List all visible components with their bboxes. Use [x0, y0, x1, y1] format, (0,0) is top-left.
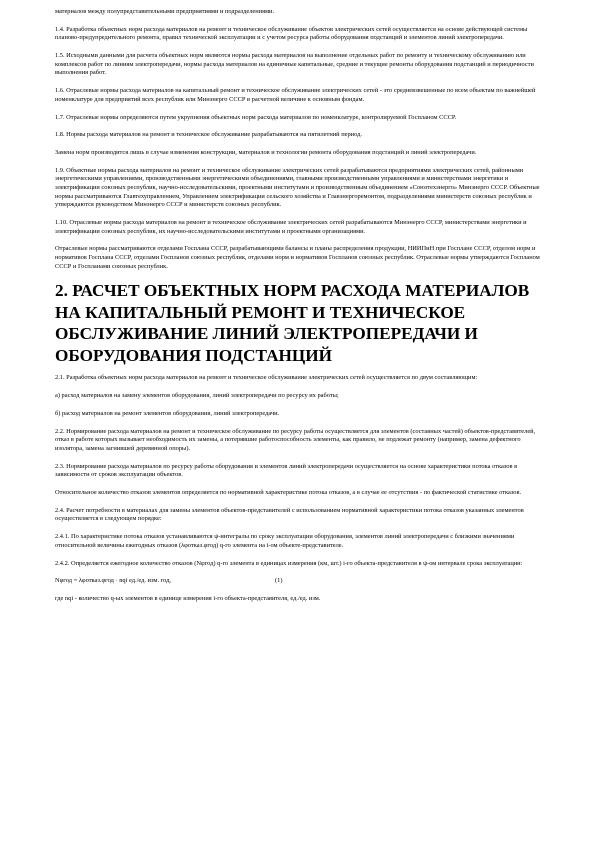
paragraph-1-5: 1.5. Исходными данными для расчета объектных норм являются нормы расхода материалов на выполнение отдельных работ по ремонту и техническому обслуживанию или комплексов работ по линиям электропередачи, нормы расхода материалов на единичные капитальные, средние и текущие ремонты оборудования подстанций и периодичности выполнения работ. — [55, 52, 534, 77]
paragraph-item-b: б) расход материалов на ремонт элементов оборудования, линий электропередачи. — [55, 409, 280, 417]
paragraph-2-3: 2.3. Нормирование расхода материалов по ресурсу работы оборудования и элементов линий электропередачи осуществляется на основе характеристики потока отказов в зависимости от сроков эксплуатации объектов. — [55, 462, 518, 479]
paragraph-failure-count: Относительное количество отказов элементов определяется по нормативной характеристике потока отказов, а в случае ее отсутствия - по фактической статистике отказов. — [55, 489, 522, 497]
paragraph-continuation: материалов между полупредставительными предприятиями и подразделениями. — [55, 8, 275, 15]
paragraph-1-10: 1.10. Отраслевые нормы расхода материалов на ремонт и техническое обслуживание электрических сетей разрабатываются Минэнерго СССР, министерствами энергетики и электрификации союзных республик, их научно-исследовательскими институтами и проектными организациями. — [55, 219, 527, 235]
paragraph-1-4: 1.4. Разработка объектных норм расхода материалов на ремонт и техническое обслуживание объектов электрических сетей осуществляется на основе действующей системы планово-предупредительного ремонта, правил технической эксплуатации и с учетом ресурса работы оборудования подстанций и элементов линий электропередачи. — [55, 25, 528, 42]
paragraph-norm-replacement: Замена норм производится лишь в случае изменения конструкции, материалов и технологии ремонта оборудования подстанций и линий электропередачи. — [55, 149, 477, 157]
paragraph-item-a: а) расход материалов на замену элементов оборудования, линий электропередачи по ресурсу их работы; — [55, 392, 339, 400]
paragraph-1-9: 1.9. Объектные нормы расхода материалов на ремонт и техническое обслуживание электрических сетей разрабатываются предприятиями электрических сетей, районными энергетическими управлениями, производственными энергетическими объединениями, главными производственными управлениями и министерствами энергетики и электрификации союзных республик, научно-исследовательскими, проектными институтами и производственным объединением «Союзтехэнерго» Минэнерго СССР. Объектные нормы рассматриваются Главтехуправлением, Управлением электрификации сельского хозяйства и Главэнергоремонтом, подразделениями министерств союзных республик и утверждаются руководством Минэнерго СССР и министерств союзных республик. — [55, 166, 540, 209]
paragraph-1-6: 1.6. Отраслевые нормы расхода материалов на капитальный ремонт и техническое обслуживание электрических сетей - это средневзвешенные по всем объектам по важнейшей номенклатуре для предприятий всех республик или Минэнерго СССР в расчетной величине к основным фондам. — [55, 87, 536, 103]
formula — [55, 577, 540, 586]
paragraph-where: где nqi - количество q-ых элементов в единице измерения i-го объекта-представителя, ед./ед. изм. — [55, 595, 321, 603]
section-heading: 2. РАСЧЕТ ОБЪЕКТНЫХ НОРМ РАСХОДА МАТЕРИАЛОВ НА КАПИТАЛЬНЫЙ РЕМОНТ И ТЕХНИЧЕСКОЕ ОБСЛУЖИВАНИЕ ЛИНИЙ ЭЛЕКТРОПЕРЕДАЧИ И ОБОРУДОВАНИЯ ПОДСТАНЦИЙ — [55, 281, 530, 365]
paragraph-1-8: 1.8. Нормы расхода материалов на ремонт и техническое обслуживание разрабатываются на пятилетний период. — [55, 131, 362, 139]
formula-expression: Nφгод = λφотказ.φгод · nqi ед./ед. изм. год, — [55, 577, 171, 585]
paragraph-1-7: 1.7. Отраслевые нормы определяются путем укрупнения объектных норм расхода материалов по номенклатуре, контролируемой Госпланом СССР. — [55, 113, 457, 121]
paragraph-gosplan-review: Отраслевые нормы рассматриваются отделами Госплана СССР, разрабатывающими балансы и планы распределения продукции, НИИПиН при Госплане СССР, отделом норм и нормативов Госплана СССР, отделами Госпланов союзных республик, отделами норм и нормативов Госпланов союзных республик. Отраслевые нормы утверждаются Госпланом СССР и Госпланами союзных республик. — [55, 245, 540, 270]
paragraph-2-4-2: 2.4.2. Определяется ежегодное количество отказов (Nφгод) q-го элемента в единицах измерения (км, шт.) i-го объекта-представителя в ψ-ом интервале срока эксплуатации: — [55, 559, 523, 567]
paragraph-2-4-1: 2.4.1. По характеристике потока отказов устанавливаются ψ-интегралы по сроку эксплуатации оборудования, элементов линий электропередачи с близкими значениями относительной величины ежегодных отказов (λφотказ.φгод) q-го элемента на i-ом объекте-представителе. — [55, 533, 515, 549]
paragraph-2-2: 2.2. Нормирование расхода материалов на ремонт и техническое обслуживание по ресурсу работы осуществляется для элементов (составных частей) объектов-представителей, отказ в работе которых вызывает необходимость их замены, а потерявшие работоспособность элементы, как правило, не подлежат ремонту (например, замена дефектного изолятора, замена загнившей деревянной опоры). — [55, 427, 536, 452]
formula-number: (1) — [275, 577, 283, 585]
paragraph-2-1: 2.1. Разработка объектных норм расхода материалов на ремонт и техническое обслуживание электрических сетей осуществляется по двум составляющим: — [55, 374, 478, 382]
paragraph-2-4: 2.4. Расчет потребности в материалах для замены элементов объектов-представителей с использованием нормативной характеристики потока отказов указанных элементов осуществляется в следующем порядке: — [55, 506, 524, 523]
